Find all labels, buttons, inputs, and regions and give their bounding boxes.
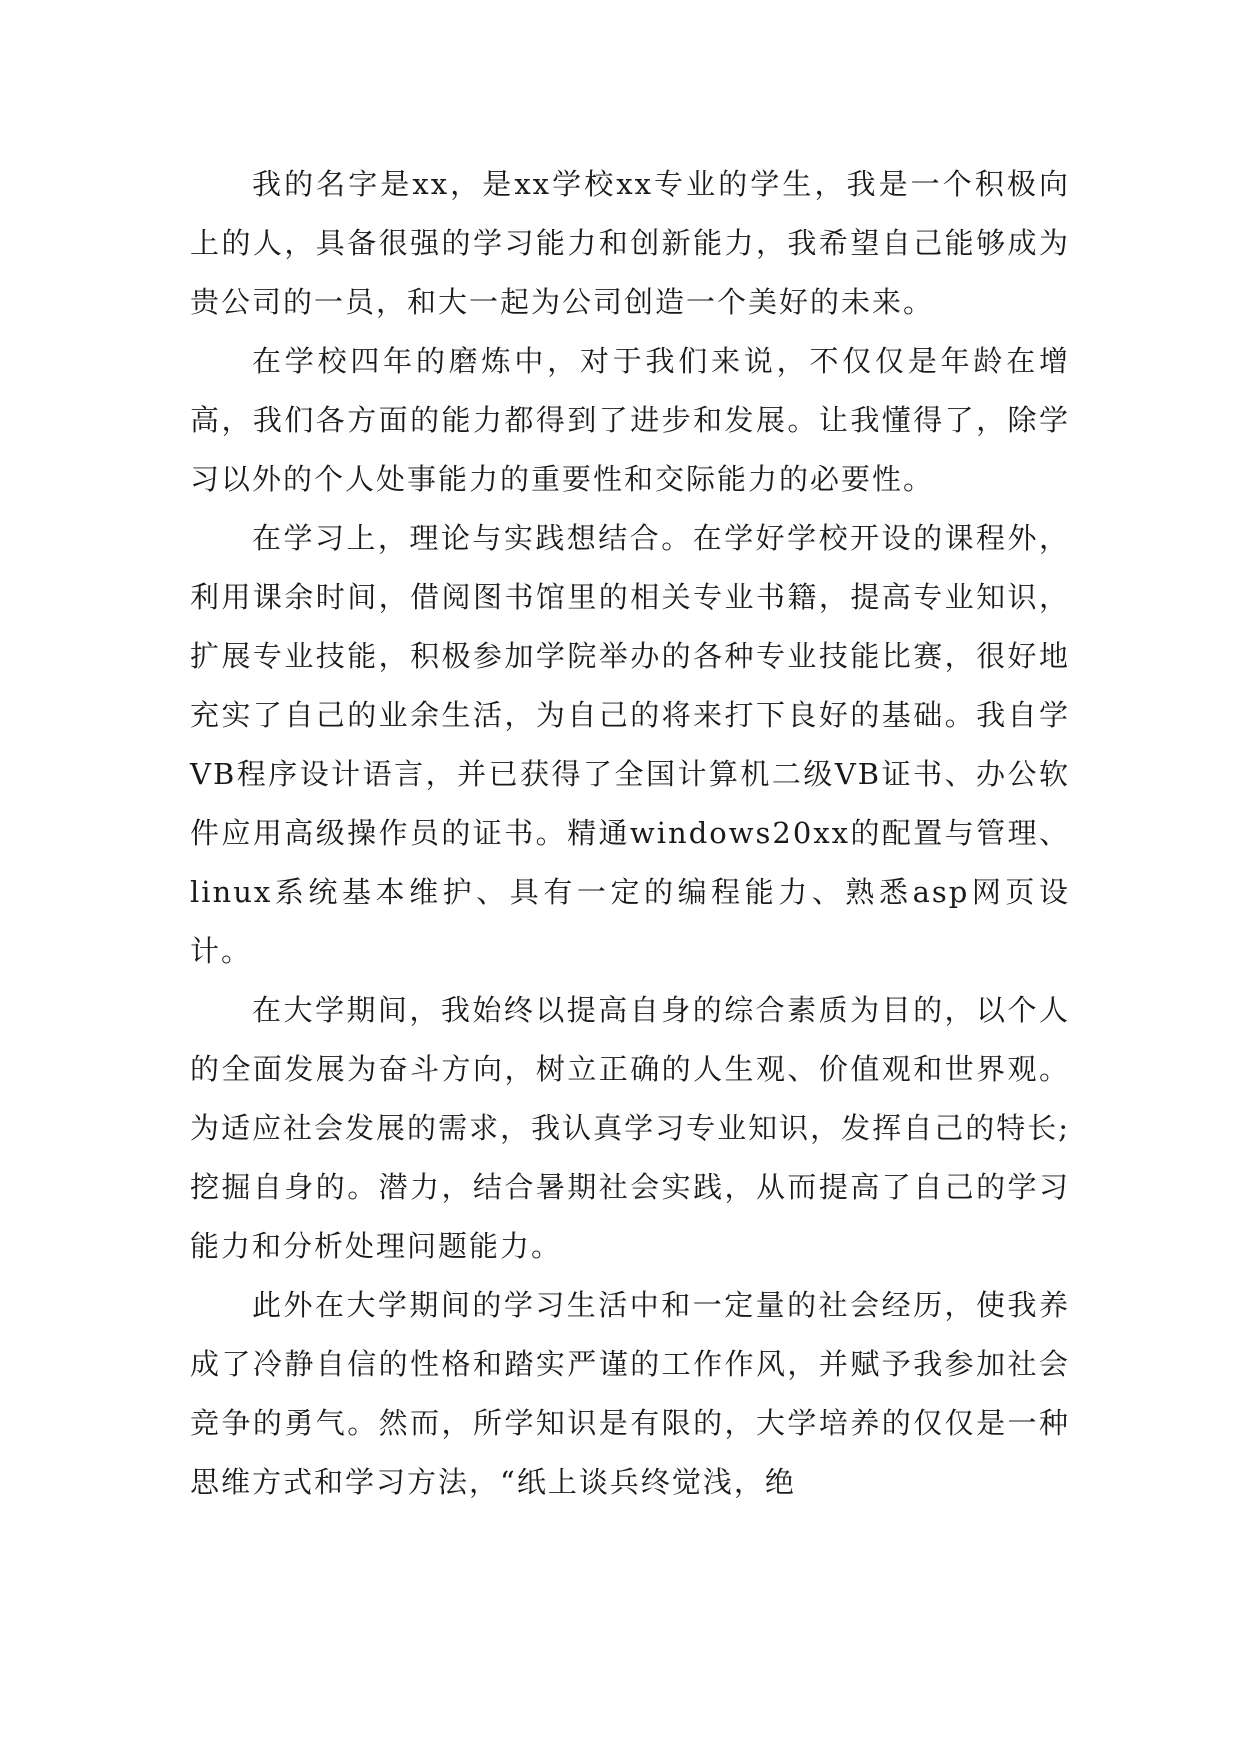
paragraph-experience: 此外在大学期间的学习生活中和一定量的社会经历，使我养成了冷静自信的性格和踏实严谨的工作作风，并赋予我参加社会竞争的勇气。然而，所学知识是有限的，大学培养的仅仅是一种思维方式和学习方法，“纸上谈兵终觉浅，绝 — [190, 1288, 1070, 1499]
document-body — [190, 155, 1070, 1512]
paragraph-university: 在大学期间，我始终以提高自身的综合素质为目的，以个人的全面发展为奋斗方向，树立正确的人生观、价值观和世界观。为适应社会发展的需求，我认真学习专业知识，发挥自己的特长;挖掘自身的。潜力，结合暑期社会实践，从而提高了自己的学习能力和分析处理问题能力。 — [190, 993, 1070, 1263]
paragraph-study: 在学习上，理论与实践想结合。在学好学校开设的课程外，利用课余时间，借阅图书馆里的相关专业书籍，提高专业知识，扩展专业技能，积极参加学院举办的各种专业技能比赛，很好地充实了自己的业余生活，为自己的将来打下良好的基础。我自学VB程序设计语言，并已获得了全国计算机二级VB证书、办公软件应用高级操作员的证书。精通windows20xx的配置与管理、linux系统基本维护、具有一定的编程能力、熟悉asp网页设计。 — [190, 521, 1070, 968]
paragraph-school-years: 在学校四年的磨炼中，对于我们来说，不仅仅是年龄在增高，我们各方面的能力都得到了进步和发展。让我懂得了，除学习以外的个人处事能力的重要性和交际能力的必要性。 — [190, 344, 1070, 496]
paragraph-intro: 我的名字是xx，是xx学校xx专业的学生，我是一个积极向上的人，具备很强的学习能力和创新能力，我希望自己能够成为贵公司的一员，和大一起为公司创造一个美好的未来。 — [190, 167, 1070, 319]
